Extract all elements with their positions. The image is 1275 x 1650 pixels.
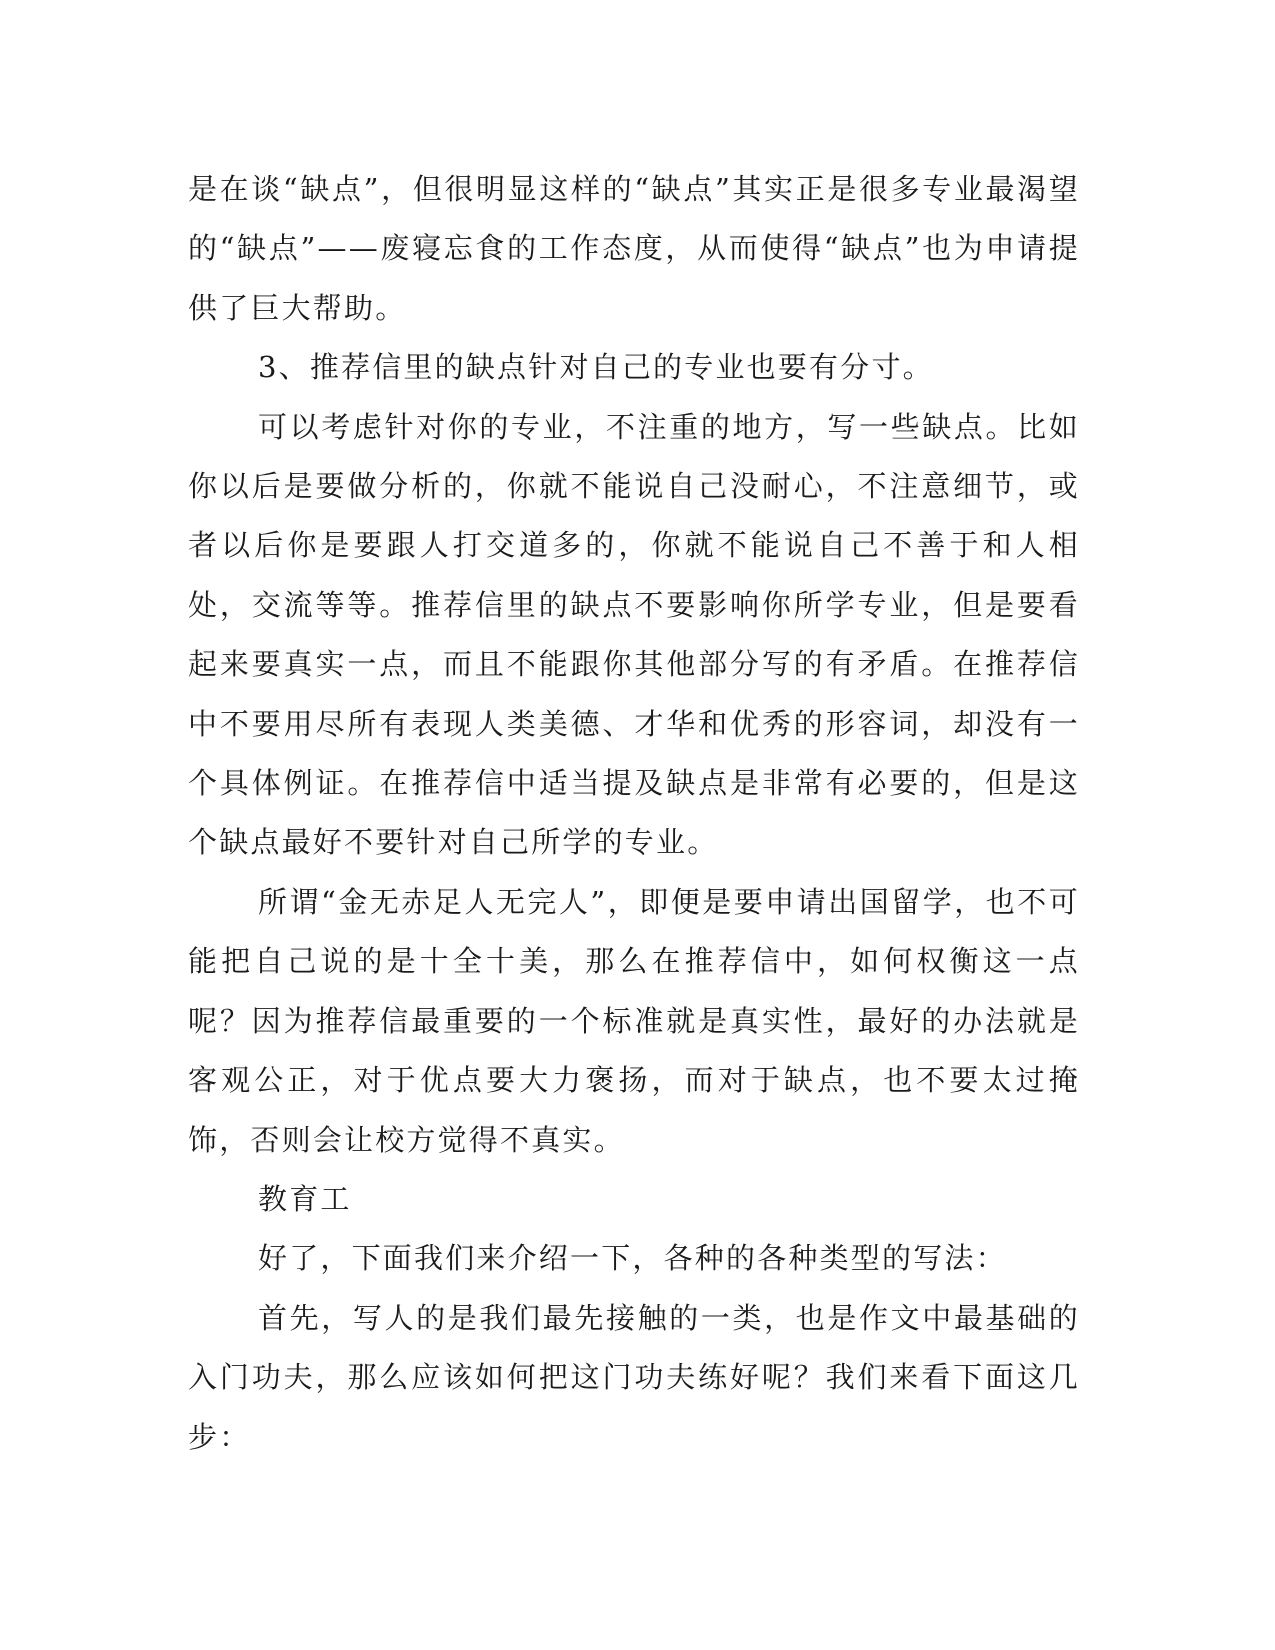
paragraph-first-step: 首先，写人的是我们最先接触的一类，也是作文中最基础的入门功夫，那么应该如何把这门功夫练好呢？我们来看下面这几步： — [188, 1300, 1080, 1454]
paragraph-intro-types: 好了，下面我们来介绍一下，各种的各种类型的写法： — [258, 1241, 1007, 1276]
paragraph-weakness-advice: 可以考虑针对你的专业，不注重的地方，写一些缺点。比如你以后是要做分析的，你就不能说自己没耐心，不注意细节，或者以后你是要跟人打交道多的，你就不能说自己不善于和人相处，交流等等。推荐信里的缺点不要影响你所学专业，但是要看起来要真实一点，而且不能跟你其他部分写的有矛盾。在推荐信中不要用尽所有表现人类美德、才华和优秀的形容词，却没有一个具体例证。在推荐信中适当提及缺点是非常有必要的，但是这个缺点最好不要针对自己所学的专业。 — [188, 409, 1080, 860]
paragraph-continuation: 是在谈“缺点”，但很明显这样的“缺点”其实正是很多专业最渴望的“缺点”——废寝忘食的工作态度，从而使得“缺点”也为申请提供了巨大帮助。 — [188, 172, 1080, 325]
paragraph-honesty: 所谓“金无赤足人无完人”，即便是要申请出国留学，也不可能把自己说的是十全十美，那么在推荐信中，如何权衡这一点呢？因为推荐信最重要的一个标准就是真实性，最好的办法就是客观公正，对于优点要大力褒扬，而对于缺点，也不要太过掩饰，否则会让校方觉得不真实。 — [188, 884, 1080, 1157]
document-body — [188, 160, 1080, 1467]
paragraph-point-3: 3、推荐信里的缺点针对自己的专业也要有分寸。 — [258, 350, 934, 385]
paragraph-fragment: 教育工 — [258, 1181, 352, 1216]
